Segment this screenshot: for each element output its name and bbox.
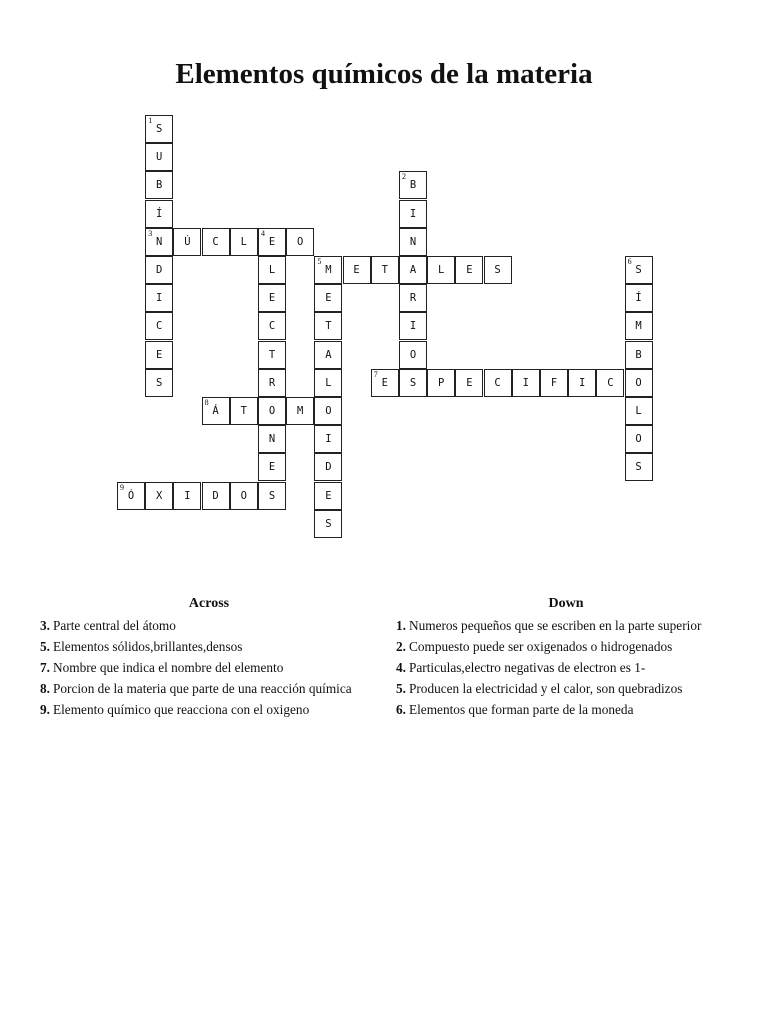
grid-cell bbox=[145, 256, 173, 284]
cell-letter: I bbox=[156, 292, 163, 305]
cell-letter: C bbox=[494, 376, 501, 389]
clue-text: Parte central del átomo bbox=[52, 618, 176, 633]
clue-text: Numeros pequeños que se escriben en la parte superior bbox=[408, 618, 702, 633]
grid-cell bbox=[399, 256, 427, 284]
clue-item bbox=[396, 617, 736, 634]
cell-letter: I bbox=[409, 320, 417, 333]
cell-letter: X bbox=[156, 489, 163, 502]
cell-letter: T bbox=[240, 405, 247, 417]
cell-letter: T bbox=[325, 320, 332, 333]
grid-cell bbox=[314, 482, 342, 510]
cell-letter: S bbox=[325, 517, 332, 530]
cell-letter: N bbox=[409, 235, 417, 248]
cell-letter: B bbox=[156, 179, 163, 192]
grid-cell bbox=[512, 369, 540, 397]
clue-number: 9. bbox=[40, 702, 50, 717]
clue-start-number: 3 bbox=[148, 228, 153, 238]
across-clues bbox=[40, 596, 378, 722]
cell-letter: Í bbox=[156, 207, 163, 220]
clue-number: 7. bbox=[40, 660, 50, 675]
cell-letter: Ó bbox=[127, 489, 135, 502]
cell-letter: L bbox=[240, 235, 247, 248]
grid-cell bbox=[540, 369, 568, 397]
grid-cell bbox=[286, 228, 314, 256]
grid-cell bbox=[230, 397, 258, 425]
clue-number: 3. bbox=[40, 618, 50, 633]
grid-cell bbox=[258, 397, 286, 425]
cell-letter: I bbox=[325, 433, 332, 446]
cell-letter: L bbox=[438, 264, 445, 276]
cell-letter: O bbox=[240, 489, 247, 502]
grid-cell bbox=[399, 369, 427, 397]
cell-letter: O bbox=[268, 405, 276, 417]
grid-cell bbox=[484, 369, 512, 397]
cell-letter: D bbox=[325, 461, 332, 474]
cell-letter: F bbox=[550, 376, 558, 389]
grid-cell bbox=[145, 369, 173, 397]
cell-letter: O bbox=[325, 405, 332, 417]
grid-cell bbox=[258, 228, 286, 256]
cell-letter: E bbox=[325, 292, 332, 305]
grid-cell bbox=[173, 482, 201, 510]
cell-letter: E bbox=[156, 348, 163, 361]
cell-letter: S bbox=[156, 376, 163, 389]
cell-letter: Á bbox=[212, 405, 219, 417]
grid-cell bbox=[145, 115, 173, 143]
grid-cell bbox=[145, 482, 173, 510]
clue-start-number: 4 bbox=[261, 228, 265, 238]
grid-cell bbox=[145, 171, 173, 199]
grid-cell bbox=[455, 256, 483, 284]
grid-cell bbox=[258, 256, 286, 284]
cell-letter: C bbox=[156, 320, 163, 333]
grid-cell bbox=[173, 228, 201, 256]
cell-letter: T bbox=[268, 348, 276, 361]
grid-cell bbox=[371, 369, 399, 397]
grid-cell bbox=[314, 397, 342, 425]
grid-cell bbox=[343, 256, 371, 284]
cell-letter: O bbox=[635, 433, 642, 446]
clue-number: 1. bbox=[396, 618, 406, 633]
cell-letter: P bbox=[438, 376, 445, 389]
clue-text: Producen la electricidad y el calor, son quebradizos bbox=[408, 681, 683, 696]
cell-letter: C bbox=[268, 320, 276, 333]
clue-start-number: 2 bbox=[402, 172, 406, 182]
cell-letter: D bbox=[212, 489, 219, 502]
clue-item bbox=[396, 659, 736, 676]
grid-cell bbox=[286, 397, 314, 425]
page-title: Elementos químicos de la materia bbox=[175, 58, 593, 90]
grid-cell bbox=[625, 284, 653, 312]
cell-letter: C bbox=[607, 376, 614, 389]
cell-letter: L bbox=[268, 264, 276, 276]
grid-cell bbox=[145, 228, 173, 256]
cell-letter: U bbox=[156, 151, 163, 164]
clue-start-number: 1 bbox=[148, 116, 153, 125]
cell-letter: S bbox=[268, 489, 276, 502]
cell-letter: O bbox=[635, 376, 642, 389]
grid-cell bbox=[314, 453, 342, 481]
cell-letter: C bbox=[212, 235, 219, 248]
grid-cell bbox=[625, 397, 653, 425]
grid-cell bbox=[258, 341, 286, 369]
grid-cell bbox=[427, 256, 455, 284]
grid-cell bbox=[230, 482, 258, 510]
clue-item bbox=[396, 701, 736, 718]
grid-cell bbox=[625, 453, 653, 481]
grid-cell bbox=[258, 284, 286, 312]
grid-cell bbox=[371, 256, 399, 284]
grid-cell bbox=[399, 312, 427, 340]
clue-text: Elemento químico que reacciona con el oxigeno bbox=[52, 702, 310, 717]
grid-cell bbox=[314, 341, 342, 369]
across-heading: Across bbox=[188, 596, 230, 611]
grid-cell bbox=[625, 369, 653, 397]
grid-cell bbox=[625, 341, 653, 369]
grid-cell bbox=[202, 482, 230, 510]
cell-letter: I bbox=[409, 207, 417, 220]
clue-start-number: 7 bbox=[373, 369, 378, 379]
cell-letter: A bbox=[325, 348, 332, 361]
cell-letter: E bbox=[325, 489, 332, 502]
grid-cell bbox=[427, 369, 455, 397]
clue-number: 5. bbox=[40, 639, 50, 654]
cell-letter: E bbox=[466, 376, 473, 389]
cell-letter: M bbox=[325, 264, 332, 276]
clue-item bbox=[40, 638, 378, 655]
down-clues bbox=[396, 596, 736, 722]
cell-letter: I bbox=[579, 376, 586, 389]
clue-number: 6. bbox=[396, 702, 406, 717]
cell-letter: E bbox=[268, 235, 276, 248]
clue-number: 5. bbox=[396, 681, 406, 696]
cell-letter: N bbox=[156, 235, 163, 248]
clue-start-number: 6 bbox=[627, 257, 632, 266]
cell-letter: M bbox=[297, 405, 304, 417]
cell-letter: O bbox=[297, 235, 304, 248]
clue-item bbox=[40, 617, 378, 634]
grid-cell bbox=[399, 341, 427, 369]
grid-cell bbox=[202, 228, 230, 256]
cell-letter: S bbox=[156, 123, 163, 135]
clue-item bbox=[396, 680, 736, 697]
cell-letter: S bbox=[635, 264, 642, 276]
cell-letter: R bbox=[409, 292, 417, 305]
cell-letter: E bbox=[381, 376, 388, 389]
clue-number: 2. bbox=[396, 639, 406, 654]
grid-cell bbox=[596, 369, 624, 397]
clue-item bbox=[40, 701, 378, 718]
grid-cell bbox=[399, 171, 427, 199]
grid-cell bbox=[258, 425, 286, 453]
clue-start-number: 8 bbox=[204, 398, 209, 407]
cell-letter: E bbox=[466, 264, 473, 276]
grid-cell bbox=[314, 284, 342, 312]
grid-cell bbox=[202, 397, 230, 425]
down-heading: Down bbox=[548, 596, 584, 611]
clue-start-number: 5 bbox=[317, 257, 322, 266]
cell-letter: O bbox=[409, 348, 417, 361]
grid-cell bbox=[314, 312, 342, 340]
cell-letter: S bbox=[409, 376, 417, 389]
cell-letter: R bbox=[268, 376, 276, 389]
grid-cell bbox=[145, 341, 173, 369]
grid-cell bbox=[230, 228, 258, 256]
grid-cell bbox=[258, 453, 286, 481]
grid-cell bbox=[484, 256, 512, 284]
cell-letter: E bbox=[268, 461, 276, 474]
grid-cell bbox=[314, 256, 342, 284]
grid-cell bbox=[399, 228, 427, 256]
clue-text: Compuesto puede ser oxigenados o hidrogenados bbox=[408, 639, 673, 654]
grid-cell bbox=[145, 312, 173, 340]
clue-text: Porcion de la materia que parte de una reacción química bbox=[52, 681, 352, 696]
cell-letter: B bbox=[409, 179, 417, 192]
cell-letter: T bbox=[381, 264, 388, 276]
clue-start-number: 9 bbox=[120, 482, 124, 492]
grid-cell bbox=[314, 369, 342, 397]
grid-cell bbox=[258, 312, 286, 340]
cell-letter: S bbox=[635, 461, 642, 474]
cell-letter: A bbox=[409, 264, 417, 276]
grid-cell bbox=[625, 312, 653, 340]
cell-letter: D bbox=[156, 264, 163, 276]
grid-cell bbox=[117, 482, 145, 510]
clue-number: 8. bbox=[40, 681, 50, 696]
grid-cell bbox=[314, 510, 342, 538]
cell-letter: N bbox=[268, 433, 276, 446]
clue-item bbox=[40, 659, 378, 676]
grid-cell bbox=[399, 284, 427, 312]
cell-letter: E bbox=[268, 292, 276, 305]
cell-letter: L bbox=[325, 376, 332, 389]
grid-cell bbox=[399, 200, 427, 228]
cell-letter: M bbox=[635, 320, 642, 333]
grid-cell bbox=[455, 369, 483, 397]
cell-letter: Í bbox=[635, 292, 642, 305]
cell-letter: I bbox=[522, 376, 529, 389]
cell-letter: L bbox=[635, 405, 642, 417]
grid-cell bbox=[145, 200, 173, 228]
grid-cell bbox=[145, 284, 173, 312]
cell-letter: B bbox=[635, 348, 642, 361]
cell-letter: E bbox=[353, 264, 360, 276]
clue-text: Nombre que indica el nombre del elemento bbox=[52, 660, 284, 675]
clue-text: Elementos sólidos,brillantes,densos bbox=[52, 639, 243, 654]
clue-text: Elementos que forman parte de la moneda bbox=[408, 702, 634, 717]
clue-item bbox=[40, 680, 378, 697]
grid-cell bbox=[258, 369, 286, 397]
grid-cell bbox=[258, 482, 286, 510]
clue-number: 4. bbox=[396, 660, 406, 675]
grid-cell bbox=[625, 425, 653, 453]
clue-text: Particulas,electro negativas de electron es 1- bbox=[408, 660, 646, 675]
grid-cell bbox=[625, 256, 653, 284]
grid-cell bbox=[568, 369, 596, 397]
cell-letter: S bbox=[494, 264, 501, 276]
grid-cell bbox=[314, 425, 342, 453]
grid-cell bbox=[145, 143, 173, 171]
cell-letter: Ú bbox=[184, 235, 191, 248]
clue-item bbox=[396, 638, 736, 655]
cell-letter: I bbox=[184, 489, 191, 502]
